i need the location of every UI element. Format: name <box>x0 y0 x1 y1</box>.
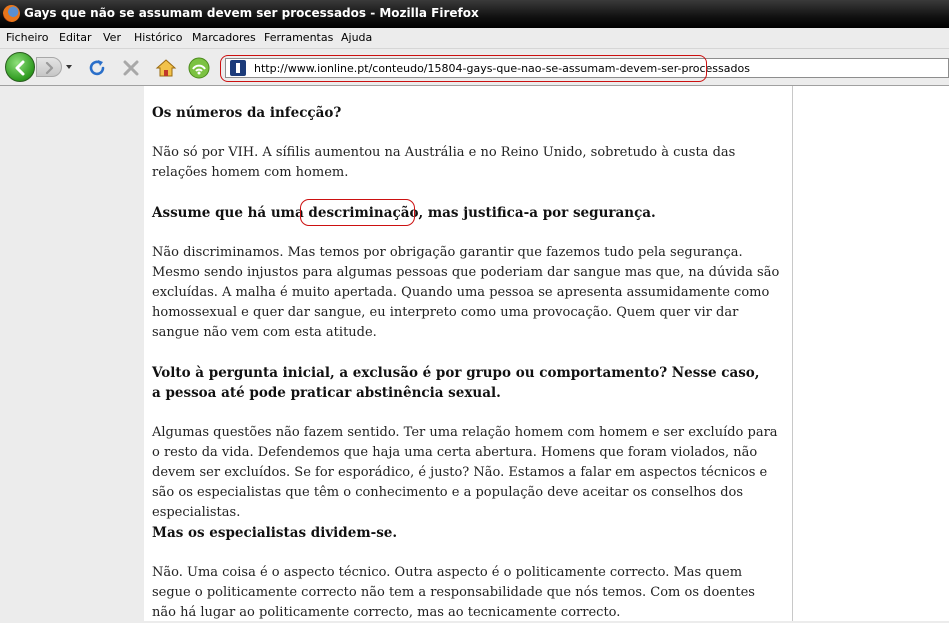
answer-2: Não discriminamos. Mas temos por obrigação garantir que fazemos tudo pela segurança. Mesmo sendo injustos para algumas pessoas que poderiam dar sangue mas que, na dúvida são excluídas. A malha é muito apertada. Quando uma pessoa se apresenta assumidamente como homossexual e quer dar sangue, eu interpreto como uma provocação. Quem quer vir dar sangue não vem com esta atitude. <box>152 245 780 340</box>
url-text[interactable]: http://www.ionline.pt/conteudo/15804-gays-que-nao-se-assumam-devem-ser-processados <box>254 62 750 75</box>
window-titlebar <box>0 0 949 28</box>
question-2-part-2: , mas justifica-a por segurança. <box>418 205 656 221</box>
answer-4: Não. Uma coisa é o aspecto técnico. Outra aspecto é o politicamente correcto. Mas quem segue o politicamente correcto não tem a responsabilidade que nós temos. Com os doentes não há lugar ao politicamente correcto, mas ao tecnicamente correcto. <box>152 565 755 620</box>
question-1: Os números da infecção? <box>152 105 342 121</box>
question-4: Mas os especialistas dividem-se. <box>152 525 398 541</box>
menu-ferramentas[interactable]: Ferramentas <box>264 31 334 44</box>
question-2 <box>152 203 792 223</box>
menu-marcadores[interactable]: Marcadores <box>192 31 256 44</box>
home-icon[interactable] <box>155 57 177 79</box>
firefox-icon <box>3 5 20 22</box>
menu-editar[interactable]: Editar <box>59 31 92 44</box>
site-favicon-icon <box>230 60 246 76</box>
stop-icon[interactable] <box>120 57 142 79</box>
url-bar[interactable] <box>225 58 949 78</box>
window-title: Gays que não se assumam devem ser processados - Mozilla Firefox <box>24 6 479 20</box>
question-2-highlighted-word: descriminação <box>308 205 419 221</box>
menu-bar <box>0 28 949 49</box>
arrow-right-icon <box>45 62 55 74</box>
question-2-part-1: Assume que há uma <box>152 205 309 221</box>
menu-ver[interactable]: Ver <box>103 31 121 44</box>
question-3: Volto à pergunta inicial, a exclusão é por grupo ou comportamento? Nesse caso, a pessoa até pode praticar abstinência sexual. <box>152 365 760 401</box>
back-button[interactable] <box>5 52 35 82</box>
answer-1: Não só por VIH. A sífilis aumentou na Austrália e no Reino Unido, sobretudo à custa das relações homem com homem. <box>152 145 736 180</box>
answer-3: Algumas questões não fazem sentido. Ter uma relação homem com homem e ser excluído para o resto da vida. Defendemos que haja uma certa abertura. Homens que foram violados, não devem ser excluídos. Se for esporádico, é justo? Não. Estamos a falar em aspectos técnicos e são os especialistas que têm o conhecimento e a população deve aceitar os conselhos dos especialistas. <box>152 425 778 520</box>
page-content-area <box>0 86 949 621</box>
menu-ajuda[interactable]: Ajuda <box>341 31 373 44</box>
menu-historico[interactable]: Histórico <box>134 31 183 44</box>
history-dropdown-icon[interactable] <box>64 62 74 72</box>
right-sidebar <box>793 86 949 621</box>
arrow-left-icon <box>13 60 29 76</box>
forward-button[interactable] <box>36 57 62 77</box>
menu-ficheiro[interactable]: Ficheiro <box>6 31 49 44</box>
rss-feed-icon[interactable] <box>188 57 210 79</box>
reload-icon[interactable] <box>86 57 108 79</box>
